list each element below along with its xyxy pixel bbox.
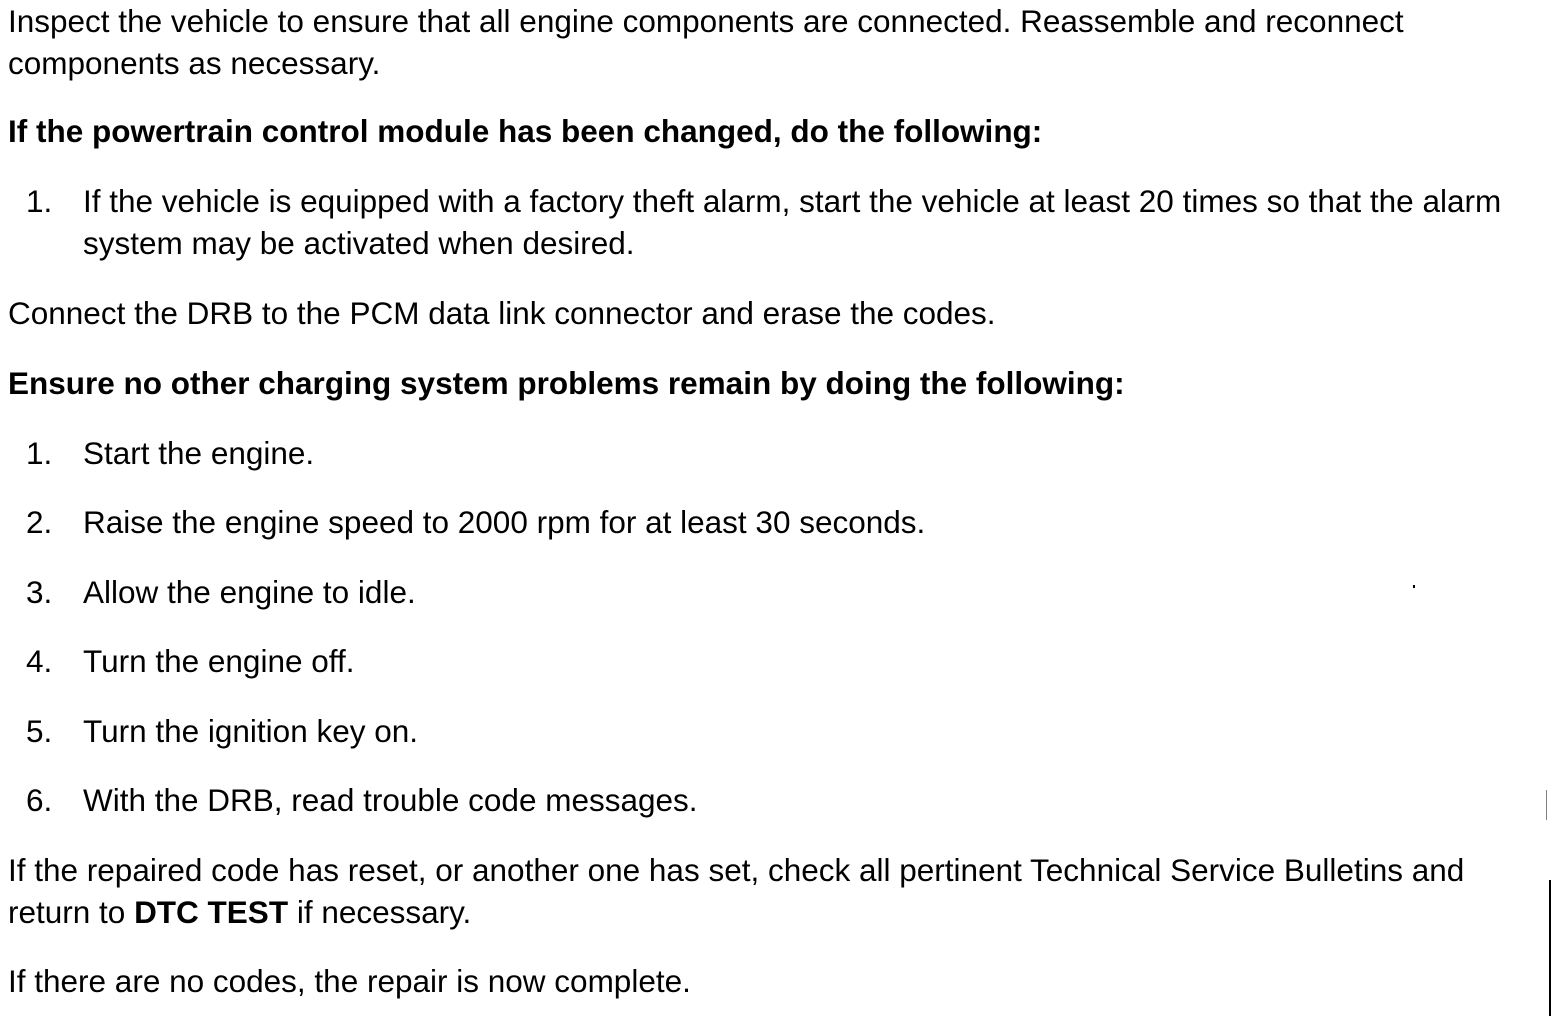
intro-paragraph: Inspect the vehicle to ensure that all engine components are connected. Reassemble and reconnect components as necessary.: [8, 3, 1404, 81]
step-number: 2.: [26, 504, 53, 540]
step-text: Start the engine.: [83, 435, 315, 471]
dtc-test-reference: DTC TEST: [134, 894, 289, 930]
step-text: Turn the engine off.: [83, 643, 355, 679]
reset-text-end: if necessary.: [288, 894, 472, 930]
step-number: 6.: [26, 782, 53, 818]
step-number: 4.: [26, 643, 53, 679]
step-number: 1.: [26, 183, 53, 219]
scan-edge-mark: [1546, 790, 1547, 820]
step-number: 1.: [26, 435, 53, 471]
scan-speck: [1413, 585, 1415, 588]
closing-paragraph: If there are no codes, the repair is now complete.: [8, 963, 691, 999]
scan-edge-line: [1549, 880, 1551, 1016]
step-text: If the vehicle is equipped with a factory theft alarm, start the vehicle at least 20 times so that the alarm system may be activated when desired.: [83, 183, 1502, 261]
step-text: Turn the ignition key on.: [83, 713, 419, 749]
reset-paragraph: [8, 849, 1533, 933]
step-text: Raise the engine speed to 2000 rpm for at least 30 seconds.: [83, 504, 926, 540]
drb-instruction: Connect the DRB to the PCM data link connector and erase the codes.: [8, 295, 996, 331]
reset-text: If the repaired code has reset, or another one has set, check all pertinent Technical Service Bulletins and return to: [8, 852, 1465, 930]
step-number: 5.: [26, 713, 53, 749]
charging-heading: Ensure no other charging system problems remain by doing the following:: [8, 365, 1125, 401]
step-text: Allow the engine to idle.: [83, 574, 416, 610]
pcm-heading: If the powertrain control module has been changed, do the following:: [8, 113, 1043, 149]
step-text: With the DRB, read trouble code messages.: [83, 782, 698, 818]
step-number: 3.: [26, 574, 53, 610]
